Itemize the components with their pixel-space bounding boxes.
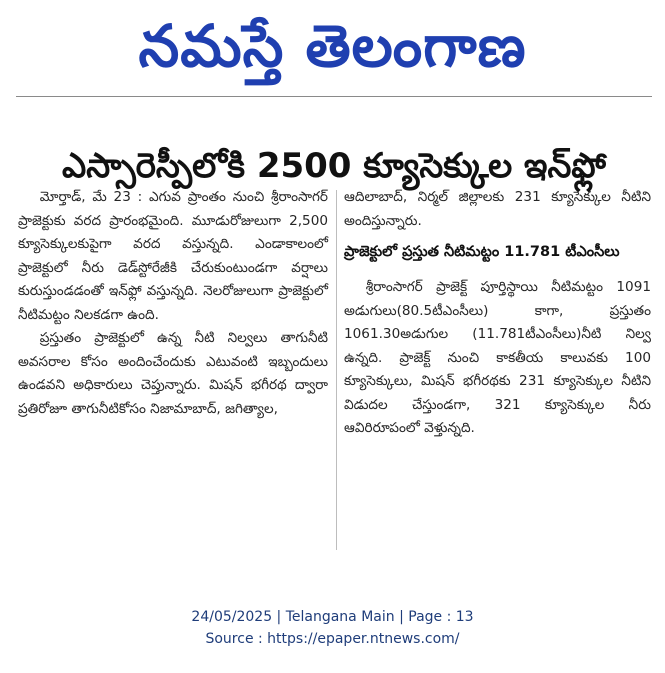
column-divider [336, 190, 337, 550]
article-paragraph-continued: ఆదిలాబాద్‌, నిర్మల్‌ జిల్లాలకు 231 క్యూసెక్కుల నీటిని అందిస్తున్నారు. [344, 189, 651, 229]
edition-info: 24/05/2025 | Telangana Main | Page : 13 [191, 609, 474, 625]
article-headline: ఎస్సారెస్పీలోకి 2500 క్యూసెక్కుల ఇన్‌ఫ్లో [62, 145, 606, 186]
source-link: Source : https://epaper.ntnews.com/ [205, 631, 460, 647]
right-column [344, 186, 651, 441]
left-column [18, 186, 328, 421]
source-footer [0, 606, 665, 650]
masthead-logo: నమస్తే తెలంగాణ [138, 12, 527, 80]
article-paragraph-2: ప్రస్తుతం ప్రాజెక్టులో ఉన్న నీటి నిల్వలు తాగునీటి అవసరాల కోసం అందించేందుకు ఎటువంటి ఇబ్బందులు ఉండవని అధికారులు చెప్తున్నారు. మిషన్‌ భగీరథ ద్వారా ప్రతిరోజూ తాగునీటికోసం నిజామాబాద్‌, జగిత్యాల, [18, 330, 328, 417]
masthead-divider [16, 96, 652, 97]
article-paragraph-3: శ్రీరాంసాగర్‌ ప్రాజెక్ట్‌ పూర్తిస్థాయి నీటిమట్టం 1091 అడుగులు(80.5టీఎంసీలు) కాగా, ప్రస్తుతం 1061.30అడుగుల (11.781టీఎంసీలు)నీటి నిల్వ ఉన్నది. ప్రాజెక్ట్‌ నుంచి కాకతీయ కాలువకు 100 క్యూసెక్కులు, మిషన్‌ భగీరథకు 231 క్యూసెక్కుల నీటిని విడుదల చేస్తుండగా, 321 క్యూసెక్కుల నీరు ఆవిరిరూపంలో వెళ్తున్నది. [344, 279, 651, 436]
article-paragraph-1: మోర్తాడ్‌, మే 23 : ఎగువ ప్రాంతం నుంచి శ్రీరాంసాగర్‌ ప్రాజెక్టుకు వరద ప్రారంభమైంది. మూడురోజులుగా 2,500 క్యూసెక్కులకుపైగా వరద వస్తున్నది. ఎండాకాలంలో ప్రాజెక్టులో నీరు డెడ్‌స్టోరేజీకి చేరుకుంటుండగా వర్షాలు కురుస్తుండడంతో ఇన్‌ఫ్లో వస్తున్నది. నెలరోజులుగా ప్రాజెక్టులో నీటిమట్టం నిలకడగా ఉంది. [18, 189, 328, 323]
article-subheading: ప్రాజెక్టులో ప్రస్తుత నీటిమట్టం 11.781 టీఎంసీలు [344, 244, 620, 260]
